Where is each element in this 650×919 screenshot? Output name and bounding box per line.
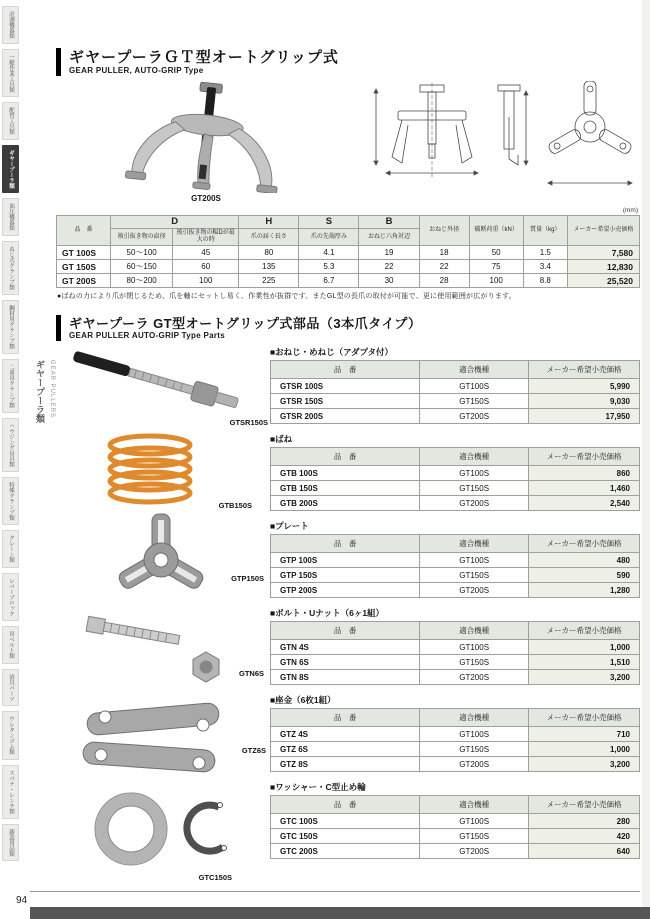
parts-col-header: 適合機種 xyxy=(420,622,529,640)
part-number-cell: GTC 150S xyxy=(271,829,420,844)
part-number-cell: GTSR 100S xyxy=(271,379,420,394)
spec-table xyxy=(56,215,640,288)
spec-value-cell: 100 xyxy=(469,274,523,288)
spec-value-cell: 1.5 xyxy=(523,246,567,260)
part-number-cell: GTB 150S xyxy=(271,481,420,496)
parts-photo-label: GTC150S xyxy=(198,873,232,882)
price-cell: 3,200 xyxy=(529,670,640,685)
dimension-diagram-art xyxy=(362,81,640,193)
compatible-model-cell: GT100S xyxy=(420,379,529,394)
price-cell: 280 xyxy=(529,814,640,829)
spec-col-breaking-load: 破断荷重（kN） xyxy=(469,216,523,246)
parts-section xyxy=(270,607,640,685)
spec-value-cell: 18 xyxy=(419,246,469,260)
price-cell: 590 xyxy=(529,568,640,583)
price-cell: 860 xyxy=(529,466,640,481)
spring-art xyxy=(88,431,238,507)
parts-section-heading: ■おねじ・めねじ（アダプタ付） xyxy=(270,347,393,357)
compatible-model-cell: GT100S xyxy=(420,727,529,742)
spec-value-cell: 22 xyxy=(419,260,469,274)
parts-col-header: メーカー希望小売価格 xyxy=(529,709,640,727)
price-cell: 12,830 xyxy=(567,260,639,274)
parts-section xyxy=(270,346,640,424)
parts-photo-label: GTSR150S xyxy=(229,418,268,427)
parts-row xyxy=(271,583,640,598)
parts-col-header: メーカー希望小売価格 xyxy=(529,448,640,466)
bolt-nut-art xyxy=(78,609,248,693)
ring-clip-art xyxy=(73,789,253,873)
spec-col-outer-dia: おねじ外径 xyxy=(419,216,469,246)
parts-row xyxy=(271,553,640,568)
compatible-model-cell: GT150S xyxy=(420,568,529,583)
parts-row xyxy=(271,394,640,409)
main-content xyxy=(56,48,640,882)
sidebar-item: 一般作業工具類 xyxy=(2,49,19,98)
parts-photo-bolt-nut xyxy=(56,609,270,698)
sidebar-item: 配管工具類 xyxy=(2,102,19,140)
spec-value-cell: 8.8 xyxy=(523,274,567,288)
part-number-cell: GTSR 200S xyxy=(271,409,420,424)
compatible-model-cell: GT150S xyxy=(420,394,529,409)
parts-col-header: 適合機種 xyxy=(420,361,529,379)
parts-section-heading: ■プレート xyxy=(270,521,309,531)
parts-row xyxy=(271,844,640,859)
price-cell: 1,000 xyxy=(529,742,640,757)
sidebar-item-active: ギヤープーラ類 xyxy=(2,145,19,194)
spec-col-mass: 質量（kg） xyxy=(523,216,567,246)
price-cell: 710 xyxy=(529,727,640,742)
parts-col-header: 品 番 xyxy=(271,709,420,727)
parts-section xyxy=(270,520,640,598)
part-number-cell: GTP 100S xyxy=(271,553,420,568)
product-photo xyxy=(56,81,356,203)
part-number-cell: GTP 200S xyxy=(271,583,420,598)
sidebar-item: 吊ベルト類 xyxy=(2,626,19,664)
section2-title-en: GEAR PULLER AUTO-GRIP Type Parts xyxy=(69,331,225,340)
parts-row xyxy=(271,829,640,844)
spec-row xyxy=(57,274,640,288)
spec-value-cell: 45 xyxy=(173,246,239,260)
sidebar-item: クレーン類 xyxy=(2,530,19,568)
compatible-model-cell: GT150S xyxy=(420,829,529,844)
parts-section-heading: ■ボルト・Uナット（6ヶ1組） xyxy=(270,608,385,618)
parts-table xyxy=(270,534,640,598)
compatible-model-cell: GT150S xyxy=(420,655,529,670)
compatible-model-cell: GT100S xyxy=(420,640,529,655)
part-number-cell: GTN 8S xyxy=(271,670,420,685)
price-cell: 9,030 xyxy=(529,394,640,409)
parts-photo-label: GTP150S xyxy=(231,574,264,583)
part-number-cell: GT 100S xyxy=(57,246,111,260)
compatible-model-cell: GT200S xyxy=(420,844,529,859)
section1-media xyxy=(56,81,640,205)
compatible-model-cell: GT200S xyxy=(420,670,529,685)
part-number-cell: GTC 200S xyxy=(271,844,420,859)
product-photo-label: GT200S xyxy=(191,194,221,203)
spec-col-d: D xyxy=(111,216,239,229)
parts-col-header: メーカー希望小売価格 xyxy=(529,796,640,814)
spec-col-s: S xyxy=(299,216,359,229)
compatible-model-cell: GT100S xyxy=(420,553,529,568)
price-cell: 1,280 xyxy=(529,583,640,598)
price-cell: 2,540 xyxy=(529,496,640,511)
parts-col-header: 適合機種 xyxy=(420,448,529,466)
parts-section-heading: ■座金（6枚1組） xyxy=(270,695,336,705)
compatible-model-cell: GT100S xyxy=(420,466,529,481)
part-number-cell: GTB 200S xyxy=(271,496,420,511)
price-cell: 17,950 xyxy=(529,409,640,424)
parts-table xyxy=(270,447,640,511)
section2-title xyxy=(56,315,640,341)
price-cell: 3,200 xyxy=(529,757,640,772)
spec-value-cell: 28 xyxy=(419,274,469,288)
parts-row xyxy=(271,670,640,685)
parts-table xyxy=(270,621,640,685)
parts-row xyxy=(271,814,640,829)
parts-tables xyxy=(270,346,640,878)
parts-row xyxy=(271,379,640,394)
price-cell: 25,520 xyxy=(567,274,639,288)
spec-col-price: メーカー希望小売価格 xyxy=(567,216,639,246)
parts-row xyxy=(271,727,640,742)
part-number-cell: GTN 4S xyxy=(271,640,420,655)
parts-row xyxy=(271,466,640,481)
parts-row xyxy=(271,655,640,670)
part-number-cell: GTN 6S xyxy=(271,655,420,670)
price-cell: 420 xyxy=(529,829,640,844)
sidebar-item: 油圧機器類 xyxy=(2,198,19,236)
parts-photo-washers xyxy=(56,698,270,789)
spec-value-cell: 50～100 xyxy=(111,246,173,260)
parts-col-header: メーカー希望小売価格 xyxy=(529,622,640,640)
part-number-cell: GTC 100S xyxy=(271,814,420,829)
parts-section xyxy=(270,781,640,859)
spec-value-cell: 100 xyxy=(173,274,239,288)
side-label-ja: ギヤープーラ類 xyxy=(35,360,45,423)
parts-row xyxy=(271,757,640,772)
parts-row xyxy=(271,742,640,757)
page-number: 94 xyxy=(16,895,28,906)
spec-table-body xyxy=(57,246,640,288)
sidebar xyxy=(2,6,21,861)
spec-col-h-sub: 爪の届く長さ xyxy=(239,229,299,246)
spec-value-cell: 30 xyxy=(359,274,419,288)
category-side-label xyxy=(34,360,55,423)
parts-photo-spring xyxy=(56,431,270,512)
part-number-cell: GTZ 6S xyxy=(271,742,420,757)
section1-title xyxy=(56,48,640,76)
spec-value-cell: 80 xyxy=(239,246,299,260)
gear-puller-photo-art xyxy=(66,81,346,193)
plate-art xyxy=(83,512,243,604)
spec-note: ●ばねの力により爪が閉じるため、爪を軸にセットし易く、作業性が抜群です。またGL型の長爪の取付が可能で、更に使用範囲が広がります。 xyxy=(57,293,516,300)
technical-diagrams xyxy=(356,81,640,198)
sidebar-item: レバーブロック xyxy=(2,573,19,622)
parts-col-header: 品 番 xyxy=(271,448,420,466)
parts-col-header: 品 番 xyxy=(271,796,420,814)
parts-photo-label: GTB150S xyxy=(218,501,252,510)
price-cell: 480 xyxy=(529,553,640,568)
spec-col-b-sub: おねじ六角対辺 xyxy=(359,229,419,246)
part-number-cell: GT 150S xyxy=(57,260,111,274)
adapter-screw-art xyxy=(63,346,263,426)
parts-section xyxy=(270,694,640,772)
spec-value-cell: 75 xyxy=(469,260,523,274)
spec-col-d2: 被引抜き物の幅Dが最大の時 xyxy=(173,229,239,246)
compatible-model-cell: GT150S xyxy=(420,742,529,757)
spec-value-cell: 5.3 xyxy=(299,260,359,274)
parts-table xyxy=(270,360,640,424)
spec-value-cell: 22 xyxy=(359,260,419,274)
spec-value-cell: 4.1 xyxy=(299,246,359,260)
spec-row xyxy=(57,260,640,274)
parts-photo-label: GTZ6S xyxy=(241,746,266,755)
spec-value-cell: 60～150 xyxy=(111,260,173,274)
spec-value-cell: 3.4 xyxy=(523,260,567,274)
washer-plates-art xyxy=(73,698,253,784)
parts-table xyxy=(270,795,640,859)
parts-row xyxy=(271,496,640,511)
spec-col-h: H xyxy=(239,216,299,229)
parts-row xyxy=(271,640,640,655)
sidebar-item: 特殊クランプ類 xyxy=(2,477,19,526)
parts-col-header: メーカー希望小売価格 xyxy=(529,361,640,379)
spec-col-item: 品 番 xyxy=(57,216,111,246)
parts-row xyxy=(271,481,640,496)
part-number-cell: GTB 100S xyxy=(271,466,420,481)
parts-photo-adapter xyxy=(56,346,270,431)
part-number-cell: GT 200S xyxy=(57,274,111,288)
spec-col-b: B xyxy=(359,216,419,229)
section1-title-ja: ギヤープーラＧＴ型オートグリップ式 xyxy=(69,49,339,66)
spec-value-cell: 135 xyxy=(239,260,299,274)
sidebar-item: 鋳造用品類 xyxy=(2,824,19,862)
parts-section xyxy=(270,433,640,511)
parts-photos xyxy=(56,346,270,882)
part-number-cell: GTP 150S xyxy=(271,568,420,583)
parts-col-header: 適合機種 xyxy=(420,796,529,814)
sidebar-item: ねじ式クランプ類 xyxy=(2,241,19,295)
spec-value-cell: 225 xyxy=(239,274,299,288)
compatible-model-cell: GT200S xyxy=(420,757,529,772)
sidebar-item: 治具パーツ xyxy=(2,669,19,707)
spec-value-cell: 60 xyxy=(173,260,239,274)
sidebar-item: ウレタンゴム類 xyxy=(2,711,19,760)
footer-bar xyxy=(30,907,650,919)
part-number-cell: GTZ 8S xyxy=(271,757,420,772)
sidebar-item: ハウジング吊具類 xyxy=(2,418,19,472)
compatible-model-cell: GT200S xyxy=(420,583,529,598)
section1-title-en: GEAR PULLER, AUTO-GRIP Type xyxy=(69,66,204,75)
spec-value-cell: 50 xyxy=(469,246,523,260)
price-cell: 1,000 xyxy=(529,640,640,655)
spec-row xyxy=(57,246,640,260)
sidebar-item: 鋼材用クランプ類 xyxy=(2,300,19,354)
price-cell: 1,460 xyxy=(529,481,640,496)
parts-col-header: 品 番 xyxy=(271,361,420,379)
price-cell: 640 xyxy=(529,844,640,859)
spec-value-cell: 80～200 xyxy=(111,274,173,288)
parts-photo-rings xyxy=(56,789,270,882)
parts-col-header: 品 番 xyxy=(271,622,420,640)
price-cell: 7,580 xyxy=(567,246,639,260)
parts-col-header: 品 番 xyxy=(271,535,420,553)
unit-note: (mm) xyxy=(622,207,638,214)
part-number-cell: GTSR 150S xyxy=(271,394,420,409)
price-cell: 1,510 xyxy=(529,655,640,670)
parts-table xyxy=(270,708,640,772)
section2-title-ja: ギヤープーラ GT型オートグリップ式部品（3本爪タイプ） xyxy=(69,316,422,331)
part-number-cell: GTZ 4S xyxy=(271,727,420,742)
sidebar-item: 計測機器類 xyxy=(2,6,19,44)
compatible-model-cell: GT200S xyxy=(420,409,529,424)
parts-col-header: メーカー希望小売価格 xyxy=(529,535,640,553)
parts-photo-plate xyxy=(56,512,270,609)
parts-col-header: 適合機種 xyxy=(420,535,529,553)
compatible-model-cell: GT100S xyxy=(420,814,529,829)
spec-col-d1: 被引抜き物の直径 xyxy=(111,229,173,246)
right-margin-strip xyxy=(642,0,650,919)
price-cell: 5,990 xyxy=(529,379,640,394)
parts-photo-label: GTN6S xyxy=(238,669,264,678)
compatible-model-cell: GT200S xyxy=(420,496,529,511)
parts-section-heading: ■ワッシャー・C型止め輪 xyxy=(270,782,366,792)
spec-value-cell: 19 xyxy=(359,246,419,260)
parts-col-header: 適合機種 xyxy=(420,709,529,727)
footer-rule xyxy=(30,891,640,892)
side-label-en: GEAR PULLERS xyxy=(49,360,55,419)
sidebar-item: 二重吊クランプ類 xyxy=(2,359,19,413)
parts-row xyxy=(271,568,640,583)
section2-body xyxy=(56,346,640,882)
compatible-model-cell: GT150S xyxy=(420,481,529,496)
spec-col-s-sub: 爪の先端厚み xyxy=(299,229,359,246)
sidebar-item: スパナ・レンチ類 xyxy=(2,765,19,819)
spec-value-cell: 6.7 xyxy=(299,274,359,288)
parts-row xyxy=(271,409,640,424)
parts-section-heading: ■ばね xyxy=(270,434,293,444)
